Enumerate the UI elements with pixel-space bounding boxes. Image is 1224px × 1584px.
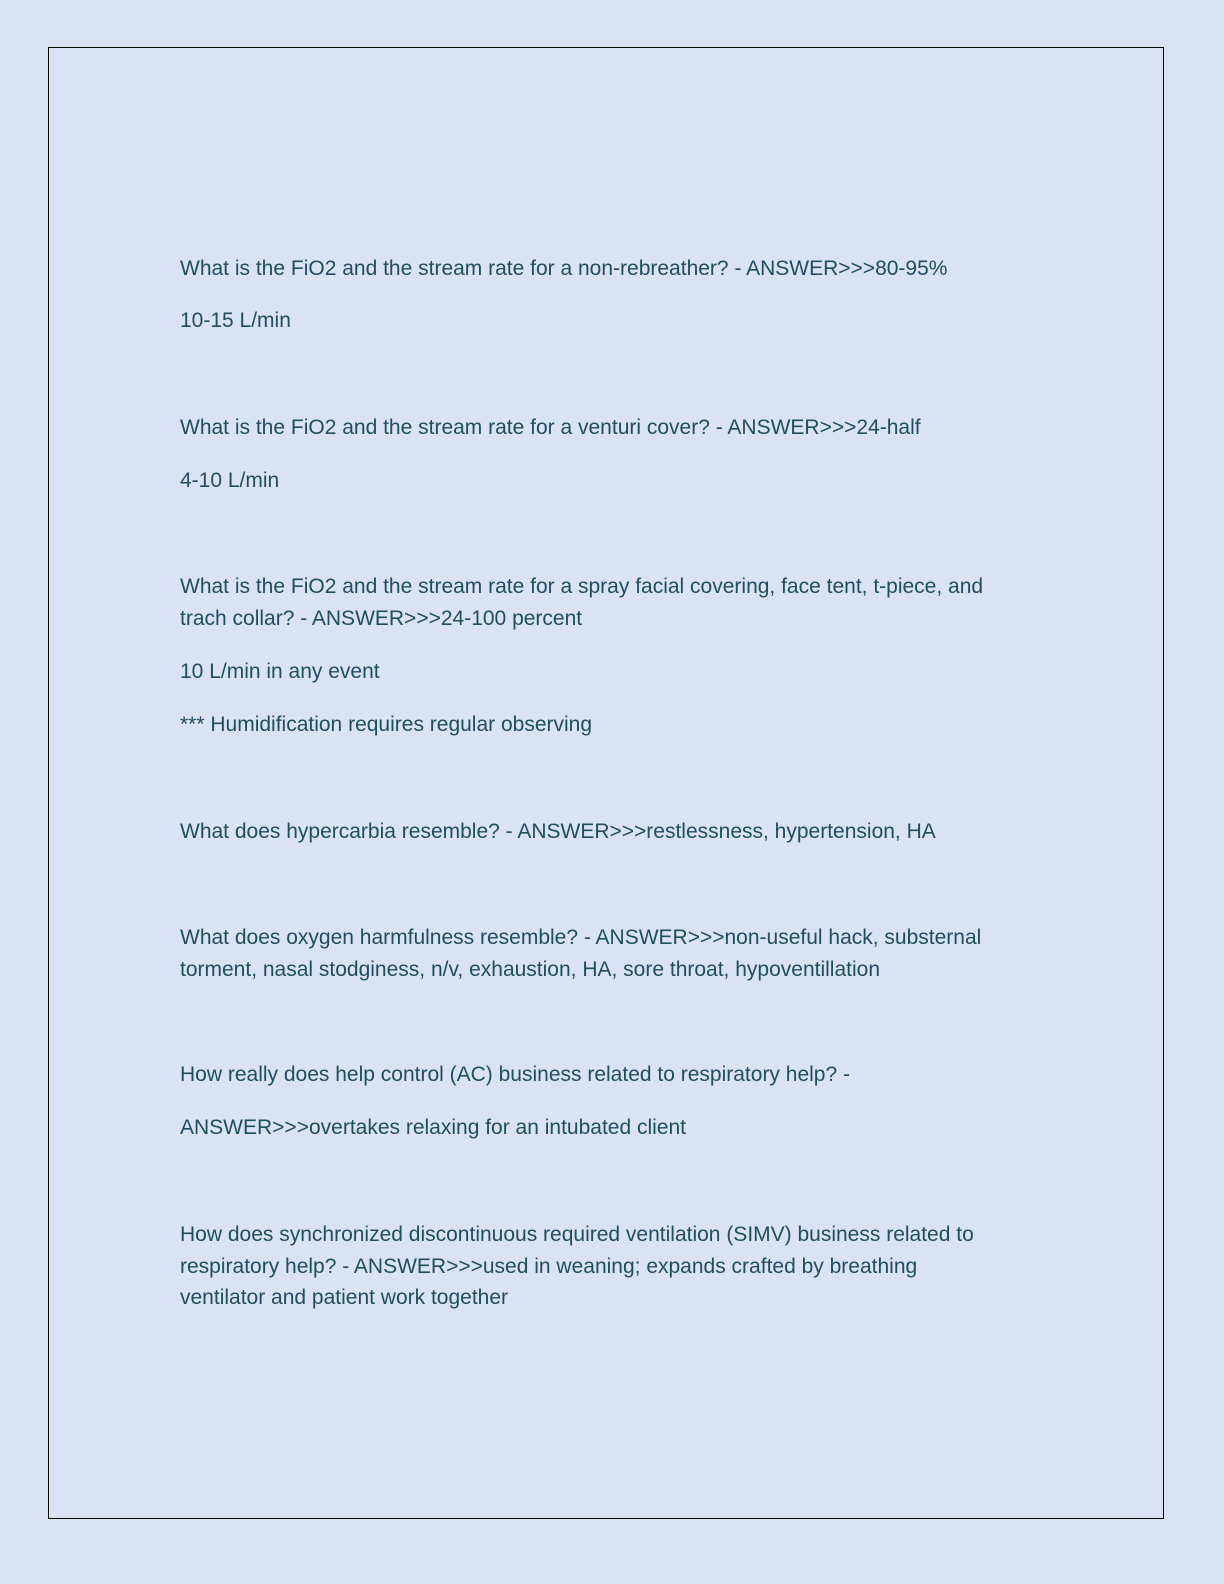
answer-non-rebreather-flow: 10-15 L/min xyxy=(180,309,291,332)
question-oxygen-toxicity-line-1: What does oxygen harmfulness resemble? - ANSWER>>>non-useful hack, substernal xyxy=(180,926,982,949)
question-simv-line-3: ventilator and patient work together xyxy=(180,1286,509,1309)
question-oxygen-toxicity-line-2: torment, nasal stodginess, n/v, exhaustion, HA, sore throat, hypoventillation xyxy=(180,958,880,981)
question-spray-facial-line-1: What is the FiO2 and the stream rate for a spray facial covering, face tent, t-piece, and xyxy=(180,575,984,598)
question-hypercarbia: What does hypercarbia resemble? - ANSWER>>>restlessness, hypertension, HA xyxy=(180,820,936,843)
question-assist-control: How really does help control (AC) business related to respiratory help? - xyxy=(180,1063,850,1086)
answer-venturi-flow: 4-10 L/min xyxy=(180,469,280,492)
answer-spray-facial-flow: 10 L/min in any event xyxy=(180,660,380,683)
question-spray-facial-line-2: trach collar? - ANSWER>>>24-100 percent xyxy=(180,607,583,630)
question-non-rebreather: What is the FiO2 and the stream rate for a non-rebreather? - ANSWER>>>80-95% xyxy=(180,257,948,280)
question-simv-line-1: How does synchronized discontinuous required ventilation (SIMV) business related to xyxy=(180,1223,974,1246)
note-humidification: *** Humidification requires regular observing xyxy=(180,713,593,736)
answer-assist-control: ANSWER>>>overtakes relaxing for an intubated client xyxy=(180,1116,687,1139)
question-simv-line-2: respiratory help? - ANSWER>>>used in weaning; expands crafted by breathing xyxy=(180,1255,918,1278)
question-venturi: What is the FiO2 and the stream rate for a venturi cover? - ANSWER>>>24-half xyxy=(180,416,921,439)
